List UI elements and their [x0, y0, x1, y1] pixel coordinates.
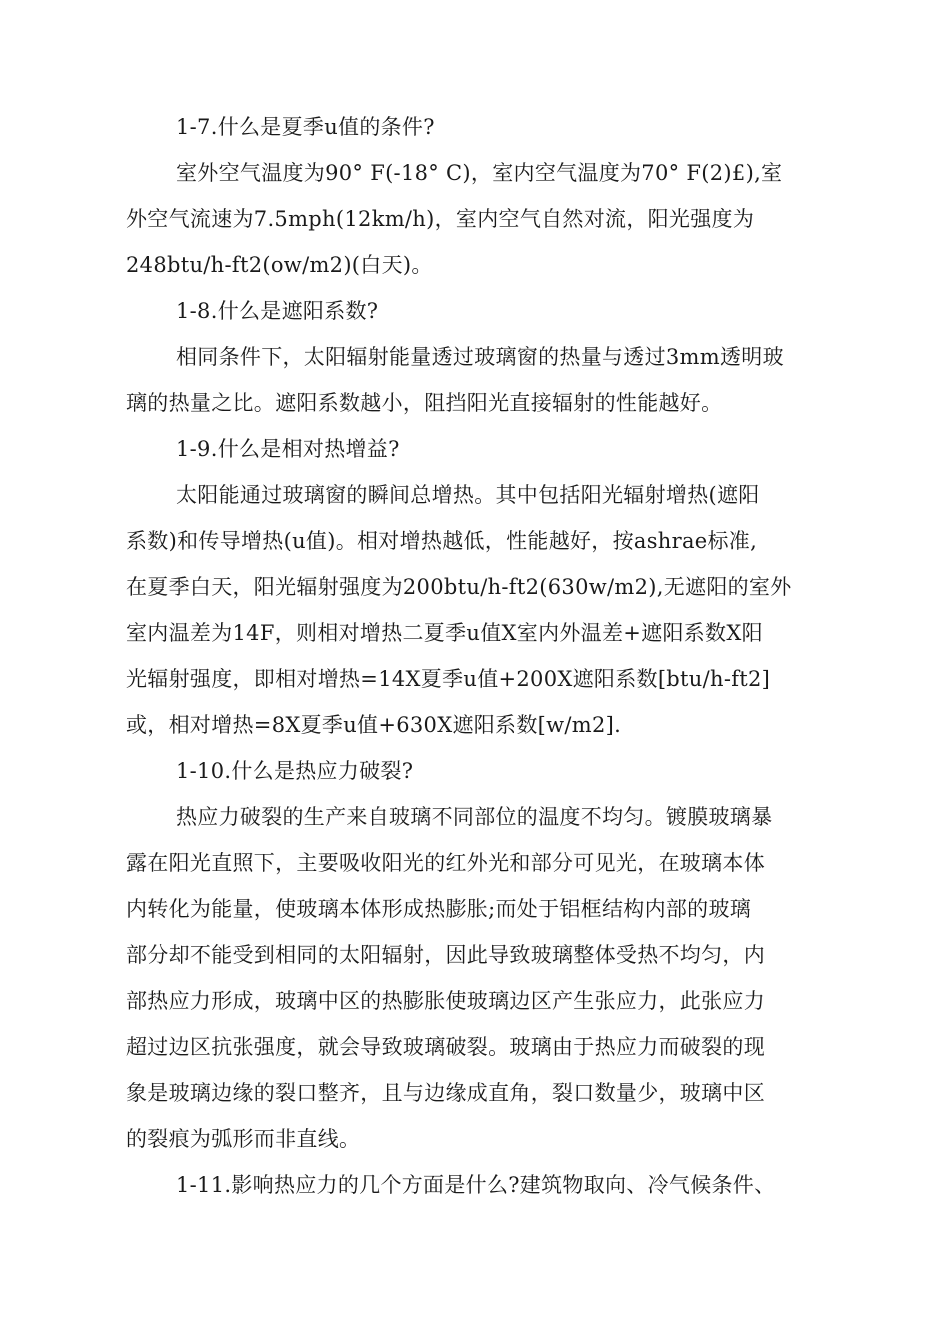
paragraph-line: 部分却不能受到相同的太阳辐射，因此导致玻璃整体受热不均匀，内	[126, 943, 765, 967]
paragraph-line: 248btu/h-ft2(ow/m2)(白天)。	[126, 253, 433, 277]
paragraph-line: 系数)和传导增热(u值)。相对增热越低，性能越好，按ashrae标准,	[126, 529, 758, 553]
paragraph-line: 超过边区抗张强度，就会导致玻璃破裂。玻璃由于热应力而破裂的现	[126, 1035, 765, 1059]
paragraph-line: 部热应力形成，玻璃中区的热膨胀使玻璃边区产生张应力，此张应力	[126, 989, 765, 1013]
section-heading-1-10: 1-10.什么是热应力破裂?	[176, 759, 414, 783]
section-heading-1-8: 1-8.什么是遮阳系数?	[176, 299, 379, 323]
paragraph-line: 光辐射强度，即相对增热=14X夏季u值+200X遮阳系数[btu/h-ft2]	[126, 667, 771, 691]
paragraph-line: 太阳能通过玻璃窗的瞬间总增热。其中包括阳光辐射增热(遮阳	[176, 483, 760, 507]
paragraph-line: 的裂痕为弧形而非直线。	[126, 1127, 361, 1151]
paragraph-line: 或，相对增热=8X夏季u值+630X遮阳系数[w/m2].	[126, 713, 622, 737]
paragraph-line: 璃的热量之比。遮阳系数越小，阻挡阳光直接辐射的性能越好。	[126, 391, 723, 415]
section-heading-1-9: 1-9.什么是相对热增益?	[176, 437, 400, 461]
paragraph-line: 在夏季白天，阳光辐射强度为200btu/h-ft2(630w/m2),无遮阳的室外	[126, 575, 792, 599]
paragraph-line: 相同条件下，太阳辐射能量透过玻璃窗的热量与透过3mm透明玻	[176, 345, 784, 369]
paragraph-line: 室内温差为14F，则相对增热二夏季u值X室内外温差+遮阳系数X阳	[126, 621, 763, 645]
paragraph-line: 热应力破裂的生产来自玻璃不同部位的温度不均匀。镀膜玻璃暴	[176, 805, 773, 829]
paragraph-line: 象是玻璃边缘的裂口整齐，且与边缘成直角，裂口数量少，玻璃中区	[126, 1081, 765, 1105]
paragraph-line: 内转化为能量，使玻璃本体形成热膨胀;而处于铝框结构内部的玻璃	[126, 897, 752, 921]
paragraph-line: 露在阳光直照下，主要吸收阳光的红外光和部分可见光，在玻璃本体	[126, 851, 765, 875]
section-heading-1-7: 1-7.什么是夏季u值的条件?	[176, 115, 435, 139]
section-heading-1-11: 1-11.影响热应力的几个方面是什么?建筑物取向、冷气候条件、	[176, 1173, 776, 1197]
paragraph-line: 外空气流速为7.5mph(12km/h)，室内空气自然对流，阳光强度为	[126, 207, 755, 231]
paragraph-line: 室外空气温度为90° F(-18° C)，室内空气温度为70° F(2)£),室	[176, 161, 783, 185]
